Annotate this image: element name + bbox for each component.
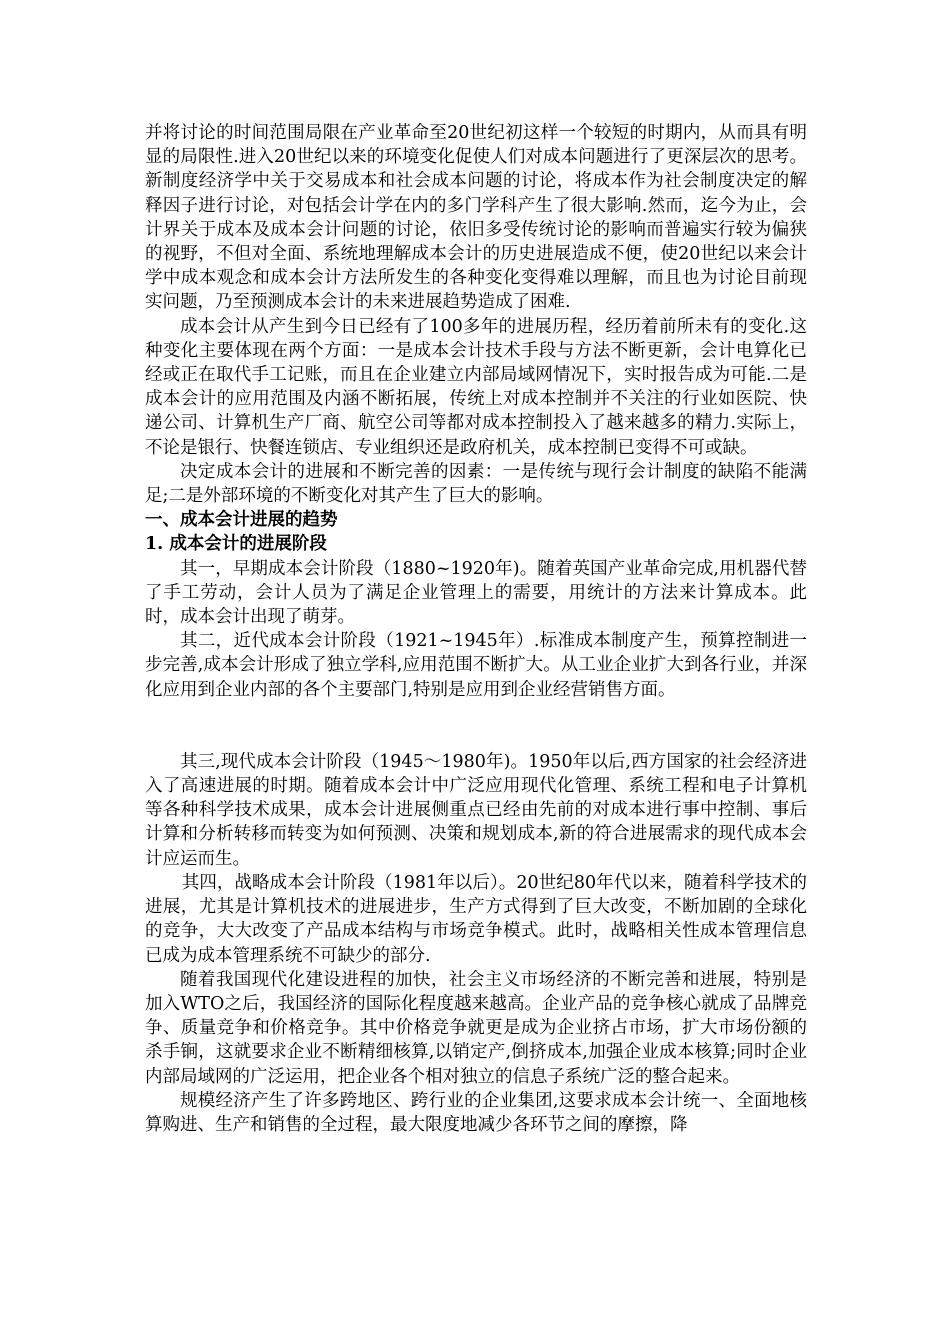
paragraph-stage-three: 其三,现代成本会计阶段（1945～1980年)。1950年以后,西方国家的社会经济进入了高速进展的时期。随着成本会计中广泛应用现代化管理、系统工程和电子计算机等各种科学技术成果，成本会计进展侧重点已经由先前的对成本进行事中控制、事后计算和分析转移而转变为如何预测、决策和规划成本,新的符合进展需求的现代成本会计应运而生。 (145, 751, 807, 869)
paragraph-stage-two: 其二，近代成本会计阶段（1921~1945年）.标准成本制度产生，预算控制进一步完善,成本会计形成了独立学科,应用范围不断扩大。从工业企业扩大到各行业，并深化应用到企业内部的各个主要部门,特别是应用到企业经营销售方面。 (145, 631, 807, 700)
paragraph-stage-one: 其一，早期成本会计阶段（1880~1920年)。随着英国产业革命完成,用机器代替了手工劳动，会计人员为了满足企业管理上的需要，用统计的方法来计算成本。此时，成本会计出现了萌芽。 (145, 558, 807, 628)
paragraph-cost-accounting-history: 成本会计从产生到今日已经有了100多年的进展历程，经历着前所未有的变化.这种变化主要体现在两个方面：一是成本会计技术手段与方法不断更新，会计电算化已经或正在取代手工记账，而且在企业建立内部局域网情况下，实时报告成为可能.二是成本会计的应用范围及内涵不断拓展，传统上对成本控制并不关注的行业如医院、快递公司、计算机生产厂商、航空公司等都对成本控制投入了越来越多的精力.实际上，不论是银行、快餐连锁店、专业组织还是政府机关，成本控制已变得不可或缺。 (145, 316, 807, 458)
blank-line (145, 702, 807, 750)
section-heading: 一、成本会计进展的趋势 (145, 510, 338, 531)
document-body (145, 121, 807, 1137)
paragraph-china-development: 随着我国现代化建设进程的加快，社会主义市场经济的不断完善和进展，特别是加入WTO之后，我国经济的国际化程度越来越高。企业产品的竞争核心就成了品牌竞争、质量竞争和价格竞争。其中价格竞争就更是成为企业挤占市场，扩大市场份额的杀手锏，这就要求企业不断精细核算,以销定产,倒挤成本,加强企业成本核算;同时企业内部局域网的广泛运用，把企业各个相对独立的信息子系统广泛的整合起来。 (145, 969, 807, 1087)
subsection-heading: 1. 成本会计的进展阶段 (145, 534, 327, 555)
paragraph-determining-factors: 决定成本会计的进展和不断完善的因素：一是传统与现行会计制度的缺陷不能满足;二是外部环境的不断变化对其产生了巨大的影响。 (145, 461, 807, 507)
paragraph-economies-of-scale: 规模经济产生了许多跨地区、跨行业的企业集团,这要求成本会计统一、全面地核算购进、生产和销售的全过程，最大限度地减少各环节之间的摩擦，降 (145, 1090, 807, 1135)
paragraph-stage-four: 其四，战略成本会计阶段（1981年以后）。20世纪80年代以来，随着科学技术的进展，尤其是计算机技术的进展进步，生产方式得到了巨大改变，不断加剧的全球化的竞争，大大改变了产品成本结构与市场竞争模式。此时，战略相关性成本管理信息已成为成本管理系统不可缺少的部分. (145, 872, 807, 966)
paragraph-intro-continuation: 并将讨论的时间范围局限在产业革命至20世纪初这样一个较短的时期内，从而具有明显的局限性.进入20世纪以来的环境变化促使人们对成本问题进行了更深层次的思考。新制度经济学中关于交易成本和社会成本问题的讨论，将成本作为社会制度决定的解释因子进行讨论，对包括会计学在内的多门学科产生了很大影响.然而，迄今为止，会计界关于成本及成本会计问题的讨论，依旧多受传统讨论的影响而普遍实行较为偏狭的视野，不但对全面、系统地理解成本会计的历史进展造成不便，使20世纪以来会计学中成本观念和成本会计方法所发生的各种变化变得难以理解，而且也为讨论目前现实问题，乃至预测成本会计的未来进展趋势造成了困难. (145, 123, 807, 313)
